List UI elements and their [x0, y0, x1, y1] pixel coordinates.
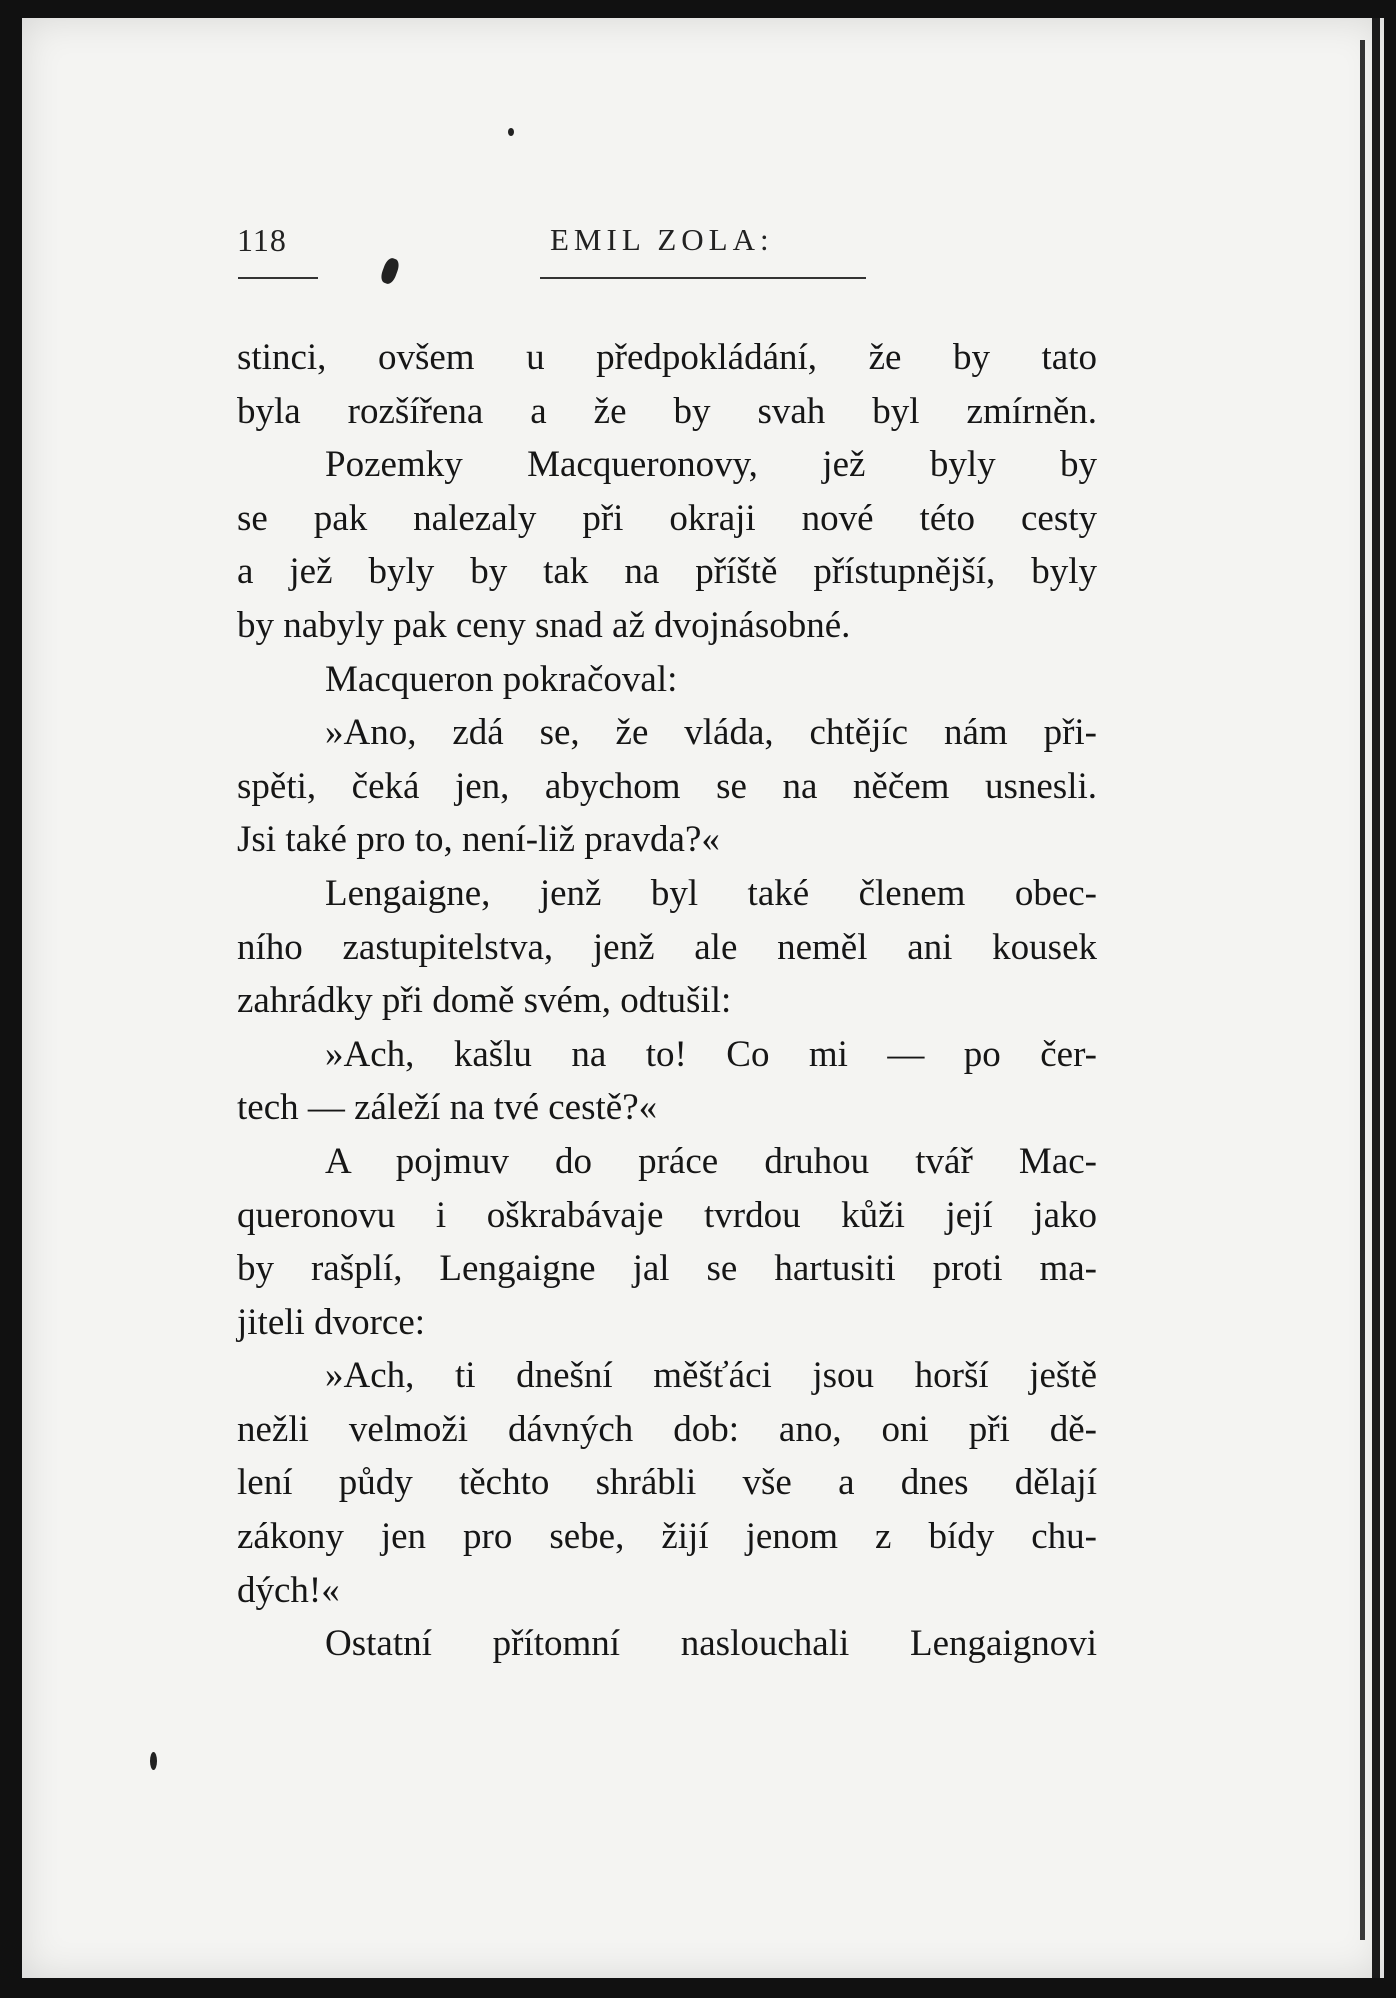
text-line: Macqueron pokračoval: [325, 658, 678, 700]
text-line: Jsi také pro to, není-liž pravda?« [237, 819, 720, 861]
ink-speck [150, 1752, 157, 1770]
text-line: stinci, ovšem u předpokládání, že by tato [237, 337, 1097, 378]
text-line: by nabyly pak ceny snad až dvojnásobné. [237, 604, 851, 646]
text-line: Ostatní přítomní naslouchali Lengaignovi [325, 1623, 1097, 1665]
page-number: 118 [237, 222, 287, 258]
running-header [237, 222, 1097, 262]
text-line: zahrádky při domě svém, odtušil: [237, 980, 732, 1022]
page-binding-edge [1372, 18, 1380, 1978]
header-rule-right [540, 277, 866, 279]
page-edge-shadow [1360, 40, 1365, 1940]
text-line: by rašplí, Lengaigne jal se hartusiti proti ma- [237, 1248, 1097, 1290]
text-line: spěti, čeká jen, abychom se na něčem usnesli. [237, 765, 1097, 807]
running-title: EMIL ZOLA: [550, 222, 774, 257]
text-line: byla rozšířena a že by svah byl zmírněn. [237, 390, 1097, 432]
text-line: se pak nalezaly při okraji nové této cesty [237, 497, 1097, 539]
body-text [237, 331, 1097, 1671]
text-line: jiteli dvorce: [237, 1301, 426, 1343]
ink-speck [508, 128, 514, 136]
text-line: lení půdy těchto shrábli vše a dnes dělají [237, 1462, 1097, 1504]
text-line: »Ano, zdá se, že vláda, chtějíc nám při- [325, 712, 1097, 754]
text-line: zákony jen pro sebe, žijí jenom z bídy chu- [237, 1516, 1097, 1558]
text-line: tech — záleží na tvé cestě?« [237, 1087, 658, 1129]
text-line: queronovu i oškrabávaje tvrdou kůži její jako [237, 1194, 1097, 1236]
text-line: a jež byly by tak na příště přístupnější, byly [237, 551, 1097, 593]
text-line: ního zastupitelstva, jenž ale neměl ani kousek [237, 926, 1097, 968]
text-line: »Ach, ti dnešní měšťáci jsou horší ještě [325, 1355, 1097, 1397]
text-line: »Ach, kašlu na to! Co mi — po čer- [325, 1033, 1097, 1075]
text-line: nežli velmoži dávných dob: ano, oni při dě- [237, 1408, 1097, 1450]
text-line: dých!« [237, 1569, 340, 1611]
text-line: Lengaigne, jenž byl také členem obec- [325, 872, 1097, 914]
text-line: Pozemky Macqueronovy, jež byly by [325, 444, 1097, 486]
text-line: A pojmuv do práce druhou tvář Mac- [325, 1140, 1097, 1182]
header-rule-left [238, 277, 318, 279]
